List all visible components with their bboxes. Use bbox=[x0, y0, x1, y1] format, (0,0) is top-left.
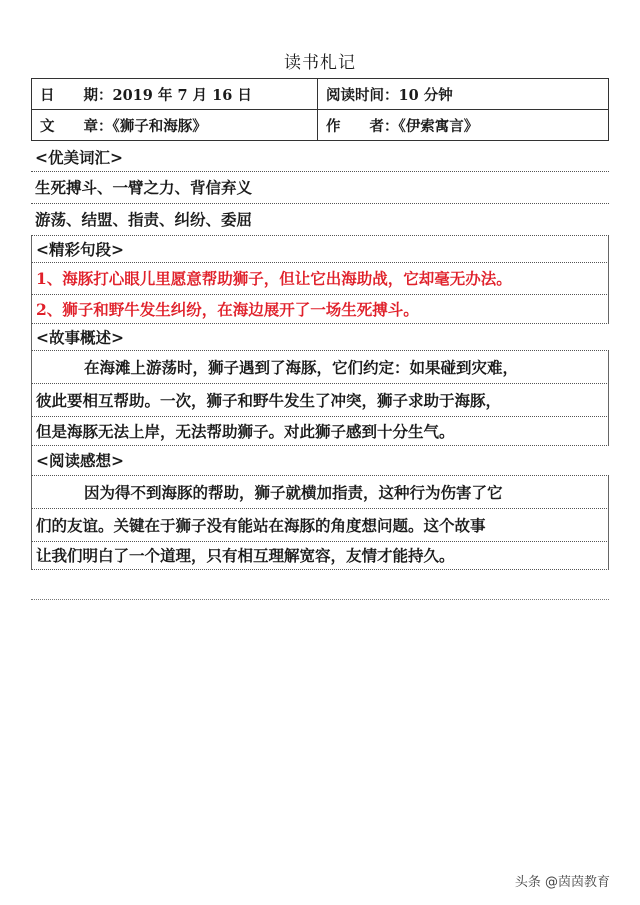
sentence-item: 1、海豚打心眼儿里愿意帮助狮子，但让它出海助战，它却毫无办法。 bbox=[31, 263, 609, 295]
summary-heading: <故事概述> bbox=[31, 324, 609, 351]
info-table bbox=[31, 78, 609, 141]
sentence-item: 2、狮子和野牛发生纠纷，在海边展开了一场生死搏斗。 bbox=[31, 295, 609, 324]
reading-time-cell: 阅读时间：10 分钟 bbox=[318, 79, 609, 110]
blank-ruled-line bbox=[31, 572, 609, 600]
page-title: 读书札记 bbox=[284, 53, 356, 73]
thoughts-line: 们的友谊。关键在于狮子没有能站在海豚的角度想问题。这个故事 bbox=[31, 509, 609, 542]
thoughts-line: 让我们明白了一个道理，只有相互理解宽容，友情才能持久。 bbox=[31, 542, 609, 570]
vocab-line: 游荡、结盟、指责、纠纷、委屈 bbox=[31, 204, 609, 236]
date-cell: 日 期：2019 年 7 月 16 日 bbox=[32, 79, 318, 110]
summary-line: 但是海豚无法上岸，无法帮助狮子。对此狮子感到十分生气。 bbox=[31, 417, 609, 446]
thoughts-heading: <阅读感想> bbox=[31, 446, 609, 476]
article-cell: 文 章：《狮子和海豚》 bbox=[32, 110, 318, 141]
author-cell: 作 者：《伊索寓言》 bbox=[318, 110, 609, 141]
watermark: 头条 @茵茵教育 bbox=[514, 875, 610, 890]
vocab-heading: <优美词汇> bbox=[31, 144, 609, 172]
sentences-heading: <精彩句段> bbox=[31, 236, 609, 263]
vocab-line: 生死搏斗、一臂之力、背信弃义 bbox=[31, 172, 609, 204]
thoughts-line: 因为得不到海豚的帮助，狮子就横加指责，这种行为伤害了它 bbox=[31, 476, 609, 509]
summary-line: 在海滩上游荡时，狮子遇到了海豚，它们约定：如果碰到灾难， bbox=[31, 351, 609, 384]
summary-line: 彼此要相互帮助。一次，狮子和野牛发生了冲突，狮子求助于海豚， bbox=[31, 384, 609, 417]
